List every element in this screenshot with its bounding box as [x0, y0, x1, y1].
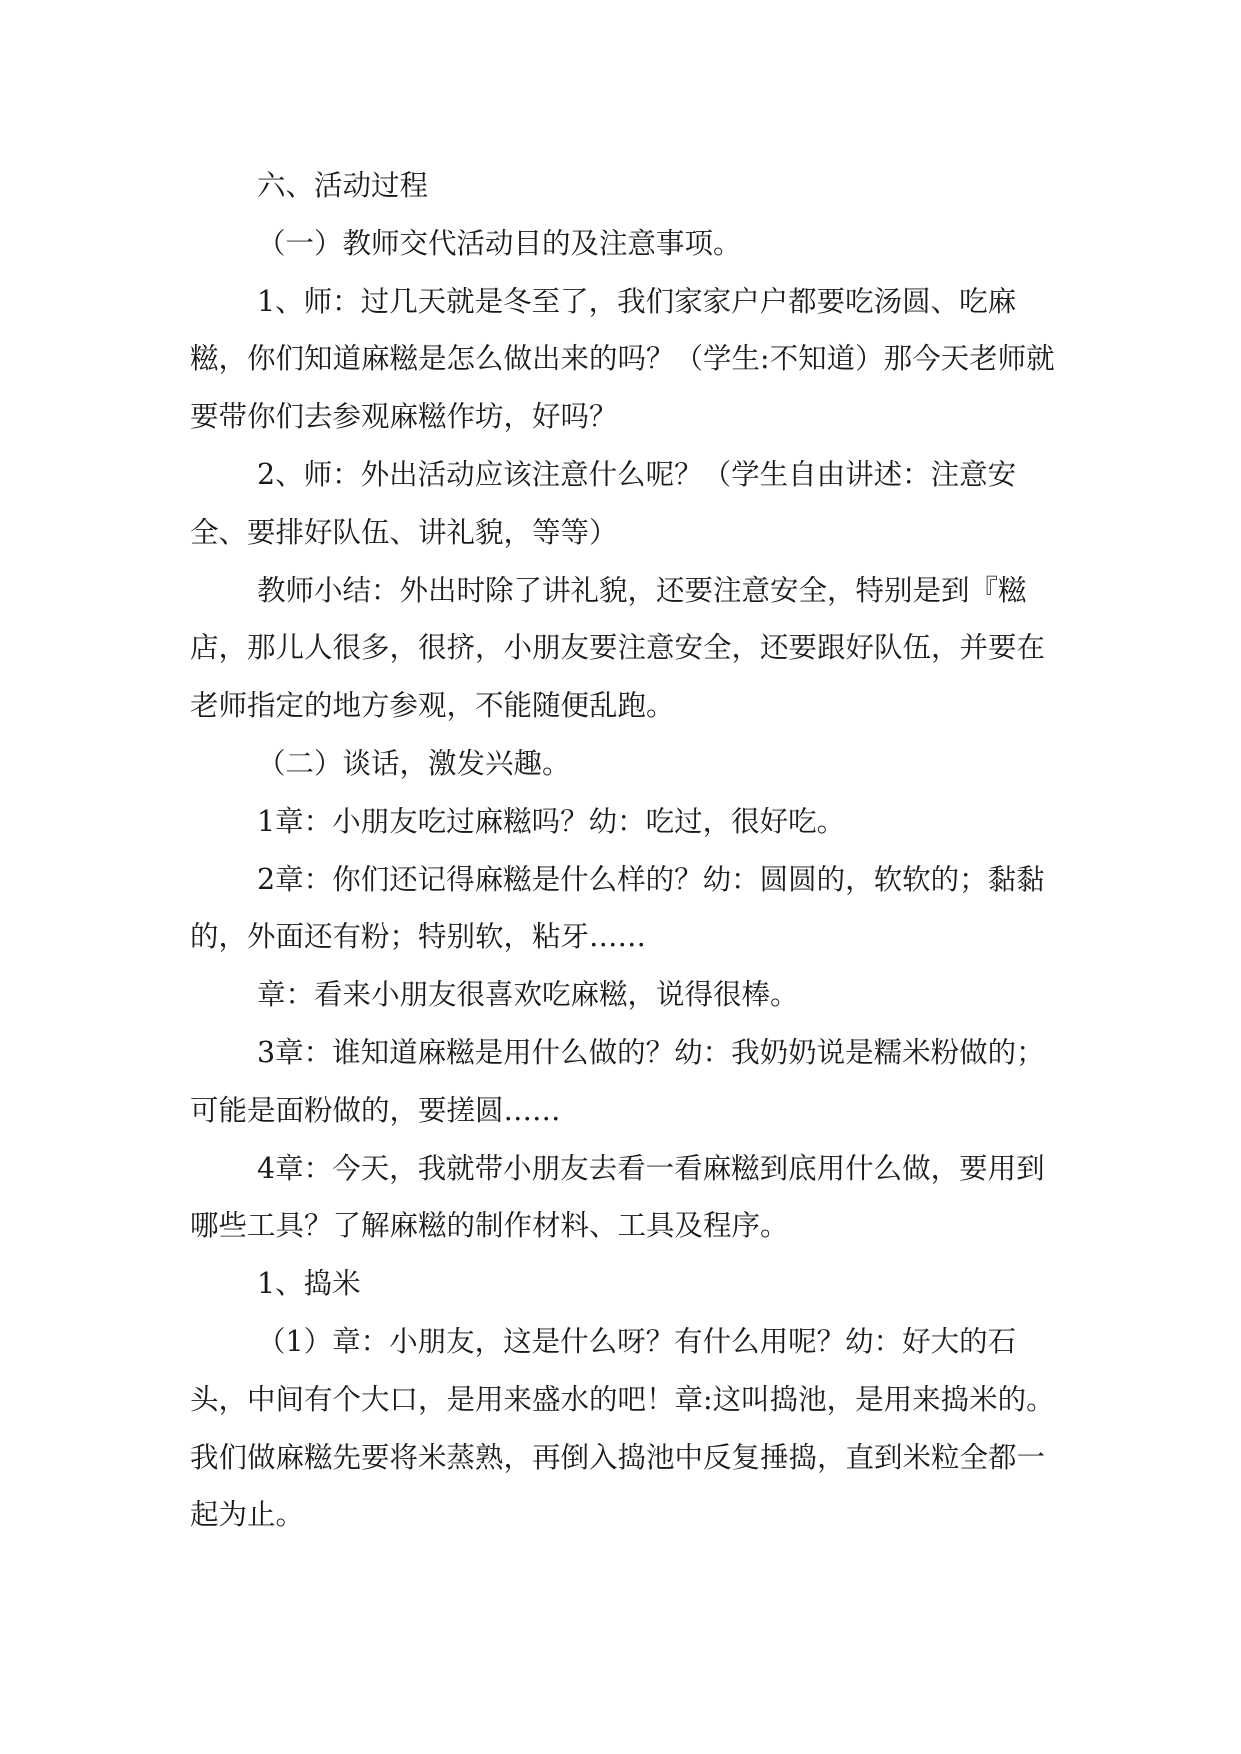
paragraph: 4章：今天，我就带小朋友去看一看麻糍到底用什么做，要用到哪些工具？了解麻糍的制作材料、工具及程序。 [190, 1151, 1045, 1243]
subsection-heading: （二）谈话，激发兴趣。 [257, 746, 571, 780]
list-heading: 1、捣米 [257, 1267, 361, 1301]
paragraph: 1章：小朋友吃过麻糍吗？幼：吃过，很好吃。 [257, 804, 846, 838]
section-heading: 六、活动过程 [257, 169, 429, 202]
subsection-heading: （一）教师交代活动目的及注意事项。 [257, 226, 742, 260]
paragraph: 章：看来小朋友很喜欢吃麻糍，说得很棒。 [257, 978, 799, 1012]
paragraph: 2章：你们还记得麻糍是什么样的？幼：圆圆的，软软的；黏黏的，外面还有粉；特别软，粘牙…… [190, 862, 1045, 954]
paragraph: 2、师：外出活动应该注意什么呢？（学生自由讲述：注意安全、要排好队伍、讲礼貌，等等） [190, 457, 1017, 549]
paragraph: 1、师：过几天就是冬至了，我们家家户户都要吃汤圆、吃麻糍，你们知道麻糍是怎么做出来的吗？（学生:不知道）那今天老师就要带你们去参观麻糍作坊，好吗？ [190, 284, 1055, 434]
paragraph: 教师小结：外出时除了讲礼貌，还要注意安全，特别是到『糍店，那儿人很多，很挤，小朋友要注意安全，还要跟好队伍，并要在老师指定的地方参观，不能随便乱跑。 [190, 573, 1046, 723]
document-body [190, 157, 1060, 1544]
paragraph: 3章：谁知道麻糍是用什么做的？幼：我奶奶说是糯米粉做的；可能是面粉做的，要搓圆…… [190, 1035, 1045, 1127]
paragraph: （1）章：小朋友，这是什么呀？有什么用呢？幼：好大的石头，中间有个大口，是用来盛水的吧！章:这叫捣池，是用来捣米的。我们做麻糍先要将米蒸熟，再倒入捣池中反复捶捣，直到米粒全都一起为止。 [190, 1324, 1055, 1532]
